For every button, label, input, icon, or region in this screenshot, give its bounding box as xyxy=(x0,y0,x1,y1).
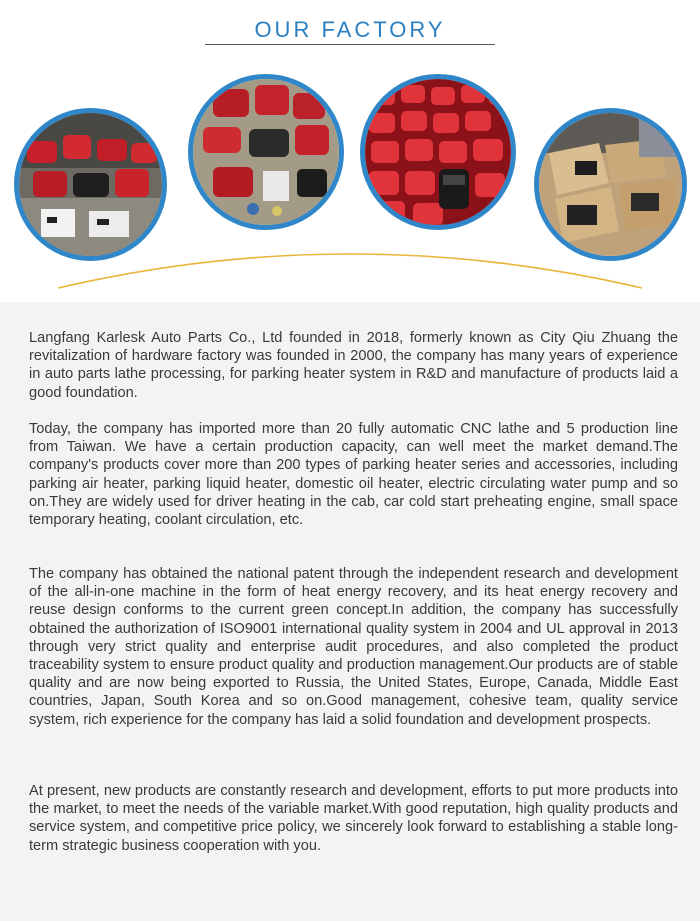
heater-assembly-photo xyxy=(188,74,344,230)
paragraph-founding: Langfang Karlesk Auto Parts Co., Ltd founded in 2018, formerly known as City Qiu Zhuang the revitalization of hardware factory was founded in 2000, the company has many years of experience in auto parts lathe processing, for parking heater system in R&D and manufacture of products laid a good foundation. xyxy=(29,330,678,401)
paragraph-outlook: At present, new products are constantly research and development, efforts to put more products into the market, to meet the needs of the variable market.With good reputation, high quality products and service system, and competitive price policy, we sincerely look forward to establishing a stable long-term strategic business cooperation with you. xyxy=(29,783,678,854)
section-title: OUR FACTORY xyxy=(254,17,446,42)
factory-workbench-photo xyxy=(14,108,167,261)
title-underline xyxy=(205,44,495,45)
company-description xyxy=(0,302,700,921)
factory-header-section xyxy=(0,0,700,302)
paragraph-production: Today, the company has imported more than 20 fully automatic CNC lathe and 5 production line from Taiwan. We have a certain production capacity, can well meet the market demand.The company's products cover more than 200 types of parking heater series and accessories, including parking air heater, parking liquid heater, domestic oil heater, electric circulating water pump and so on.They are widely used for driver heating in the cab, car cold start preheating engine, small space temporary heating, coolant circulation, etc. xyxy=(29,421,678,529)
decorative-gold-arc xyxy=(0,240,700,302)
paragraph-certification: The company has obtained the national patent through the independent research and development of the all-in-one machine in the form of heat energy recovery, and its heat energy recovery and reuse design conforms to the current green concept.In addition, the company has successfully obtained the authorization of ISO9001 international quality system in 2004 and UL approval in 2013 through very strict quality and enterprise audit procedures, and also completed the product traceability system to ensure product quality and production management.Our products are of stable quality and are now being exported to Russia, the United States, Europe, Canada, Middle East countries, Japan, South Korea and so on.Good management, cohesive team, quality service system, rich experience for the company has laid a solid foundation and development prospects. xyxy=(29,566,678,728)
packaging-boxes-photo xyxy=(534,108,687,261)
heater-units-photo xyxy=(360,74,516,230)
